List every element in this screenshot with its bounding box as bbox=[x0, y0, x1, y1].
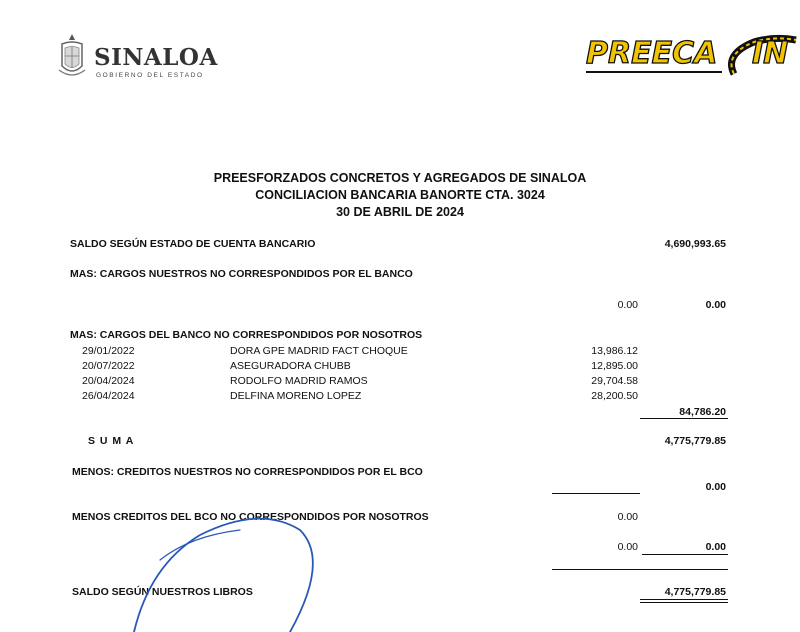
sinaloa-subtitle: GOBIERNO DEL ESTADO bbox=[96, 72, 204, 79]
saldo-libros-label: SALDO SEGÚN NUESTROS LIBROS bbox=[72, 586, 253, 598]
sinaloa-logo bbox=[56, 32, 216, 84]
row-date: 20/07/2022 bbox=[82, 360, 135, 372]
preeca-text: PREECA bbox=[586, 36, 718, 71]
suma-label: S U M A bbox=[88, 435, 135, 447]
final-double-rule bbox=[640, 599, 728, 603]
mas-cargos-nuestros-label: MAS: CARGOS NUESTROS NO CORRESPONDIDOS POR EL BANCO bbox=[70, 268, 413, 280]
mas-cargos-banco-label: MAS: CARGOS DEL BANCO NO CORRESPONDIDOS POR NOSOTROS bbox=[70, 329, 423, 341]
menos-creditos-banco-label: MENOS CREDITOS DEL BCO NO CORRESPONDIDOS POR NOSOTROS bbox=[72, 511, 429, 523]
report-date: 30 DE ABRIL DE 2024 bbox=[336, 205, 464, 219]
row-date: 29/01/2022 bbox=[82, 345, 135, 357]
mas-cargos-nuestros-sub: 0.00 bbox=[617, 299, 638, 311]
company-name: PREESFORZADOS CONCRETOS Y AGREGADOS DE SINALOA bbox=[213, 171, 587, 185]
row-desc: RODOLFO MADRID RAMOS bbox=[230, 375, 368, 387]
report-title: CONCILIACION BANCARIA BANORTE CTA. 3024 bbox=[255, 188, 545, 202]
row-desc: DORA GPE MADRID FACT CHOQUE bbox=[230, 345, 408, 357]
saldo-banco-amount: 4,690,993.65 bbox=[664, 238, 726, 250]
row-amount: 12,895.00 bbox=[591, 360, 638, 372]
sinaloa-name: SINALOA bbox=[94, 44, 218, 71]
suma-amount: 4,775,779.85 bbox=[664, 435, 726, 447]
saldo-libros-amount: 4,775,779.85 bbox=[664, 586, 726, 598]
sin-in-text: IN bbox=[752, 36, 789, 71]
menos-creditos-banco-total: 0.00 bbox=[705, 541, 726, 553]
section-rule bbox=[552, 569, 728, 570]
total-rule bbox=[642, 554, 728, 555]
mas-cargos-nuestros-total: 0.00 bbox=[705, 299, 726, 311]
saldo-banco-label: SALDO SEGÚN ESTADO DE CUENTA BANCARIO bbox=[70, 238, 316, 250]
preecasin-logo bbox=[584, 34, 800, 80]
row-date: 26/04/2024 bbox=[82, 390, 135, 402]
mas-cargos-banco-total: 84,786.20 bbox=[679, 406, 726, 418]
row-amount: 29,704.58 bbox=[591, 375, 638, 387]
subtotal-rule bbox=[640, 418, 728, 419]
menos-creditos-banco-sub1: 0.00 bbox=[617, 511, 638, 523]
row-amount: 13,986.12 bbox=[591, 345, 638, 357]
row-desc: ASEGURADORA CHUBB bbox=[230, 360, 351, 372]
menos-creditos-nuestros-label: MENOS: CREDITOS NUESTROS NO CORRESPONDIDOS POR EL BCO bbox=[72, 466, 423, 478]
blank-rule bbox=[552, 493, 640, 494]
row-date: 20/04/2024 bbox=[82, 375, 135, 387]
sinaloa-seal-icon bbox=[56, 32, 88, 82]
menos-creditos-banco-sub2: 0.00 bbox=[617, 541, 638, 553]
menos-creditos-nuestros-total: 0.00 bbox=[705, 481, 726, 493]
row-amount: 28,200.50 bbox=[591, 390, 638, 402]
row-desc: DELFINA MORENO LOPEZ bbox=[230, 390, 362, 402]
